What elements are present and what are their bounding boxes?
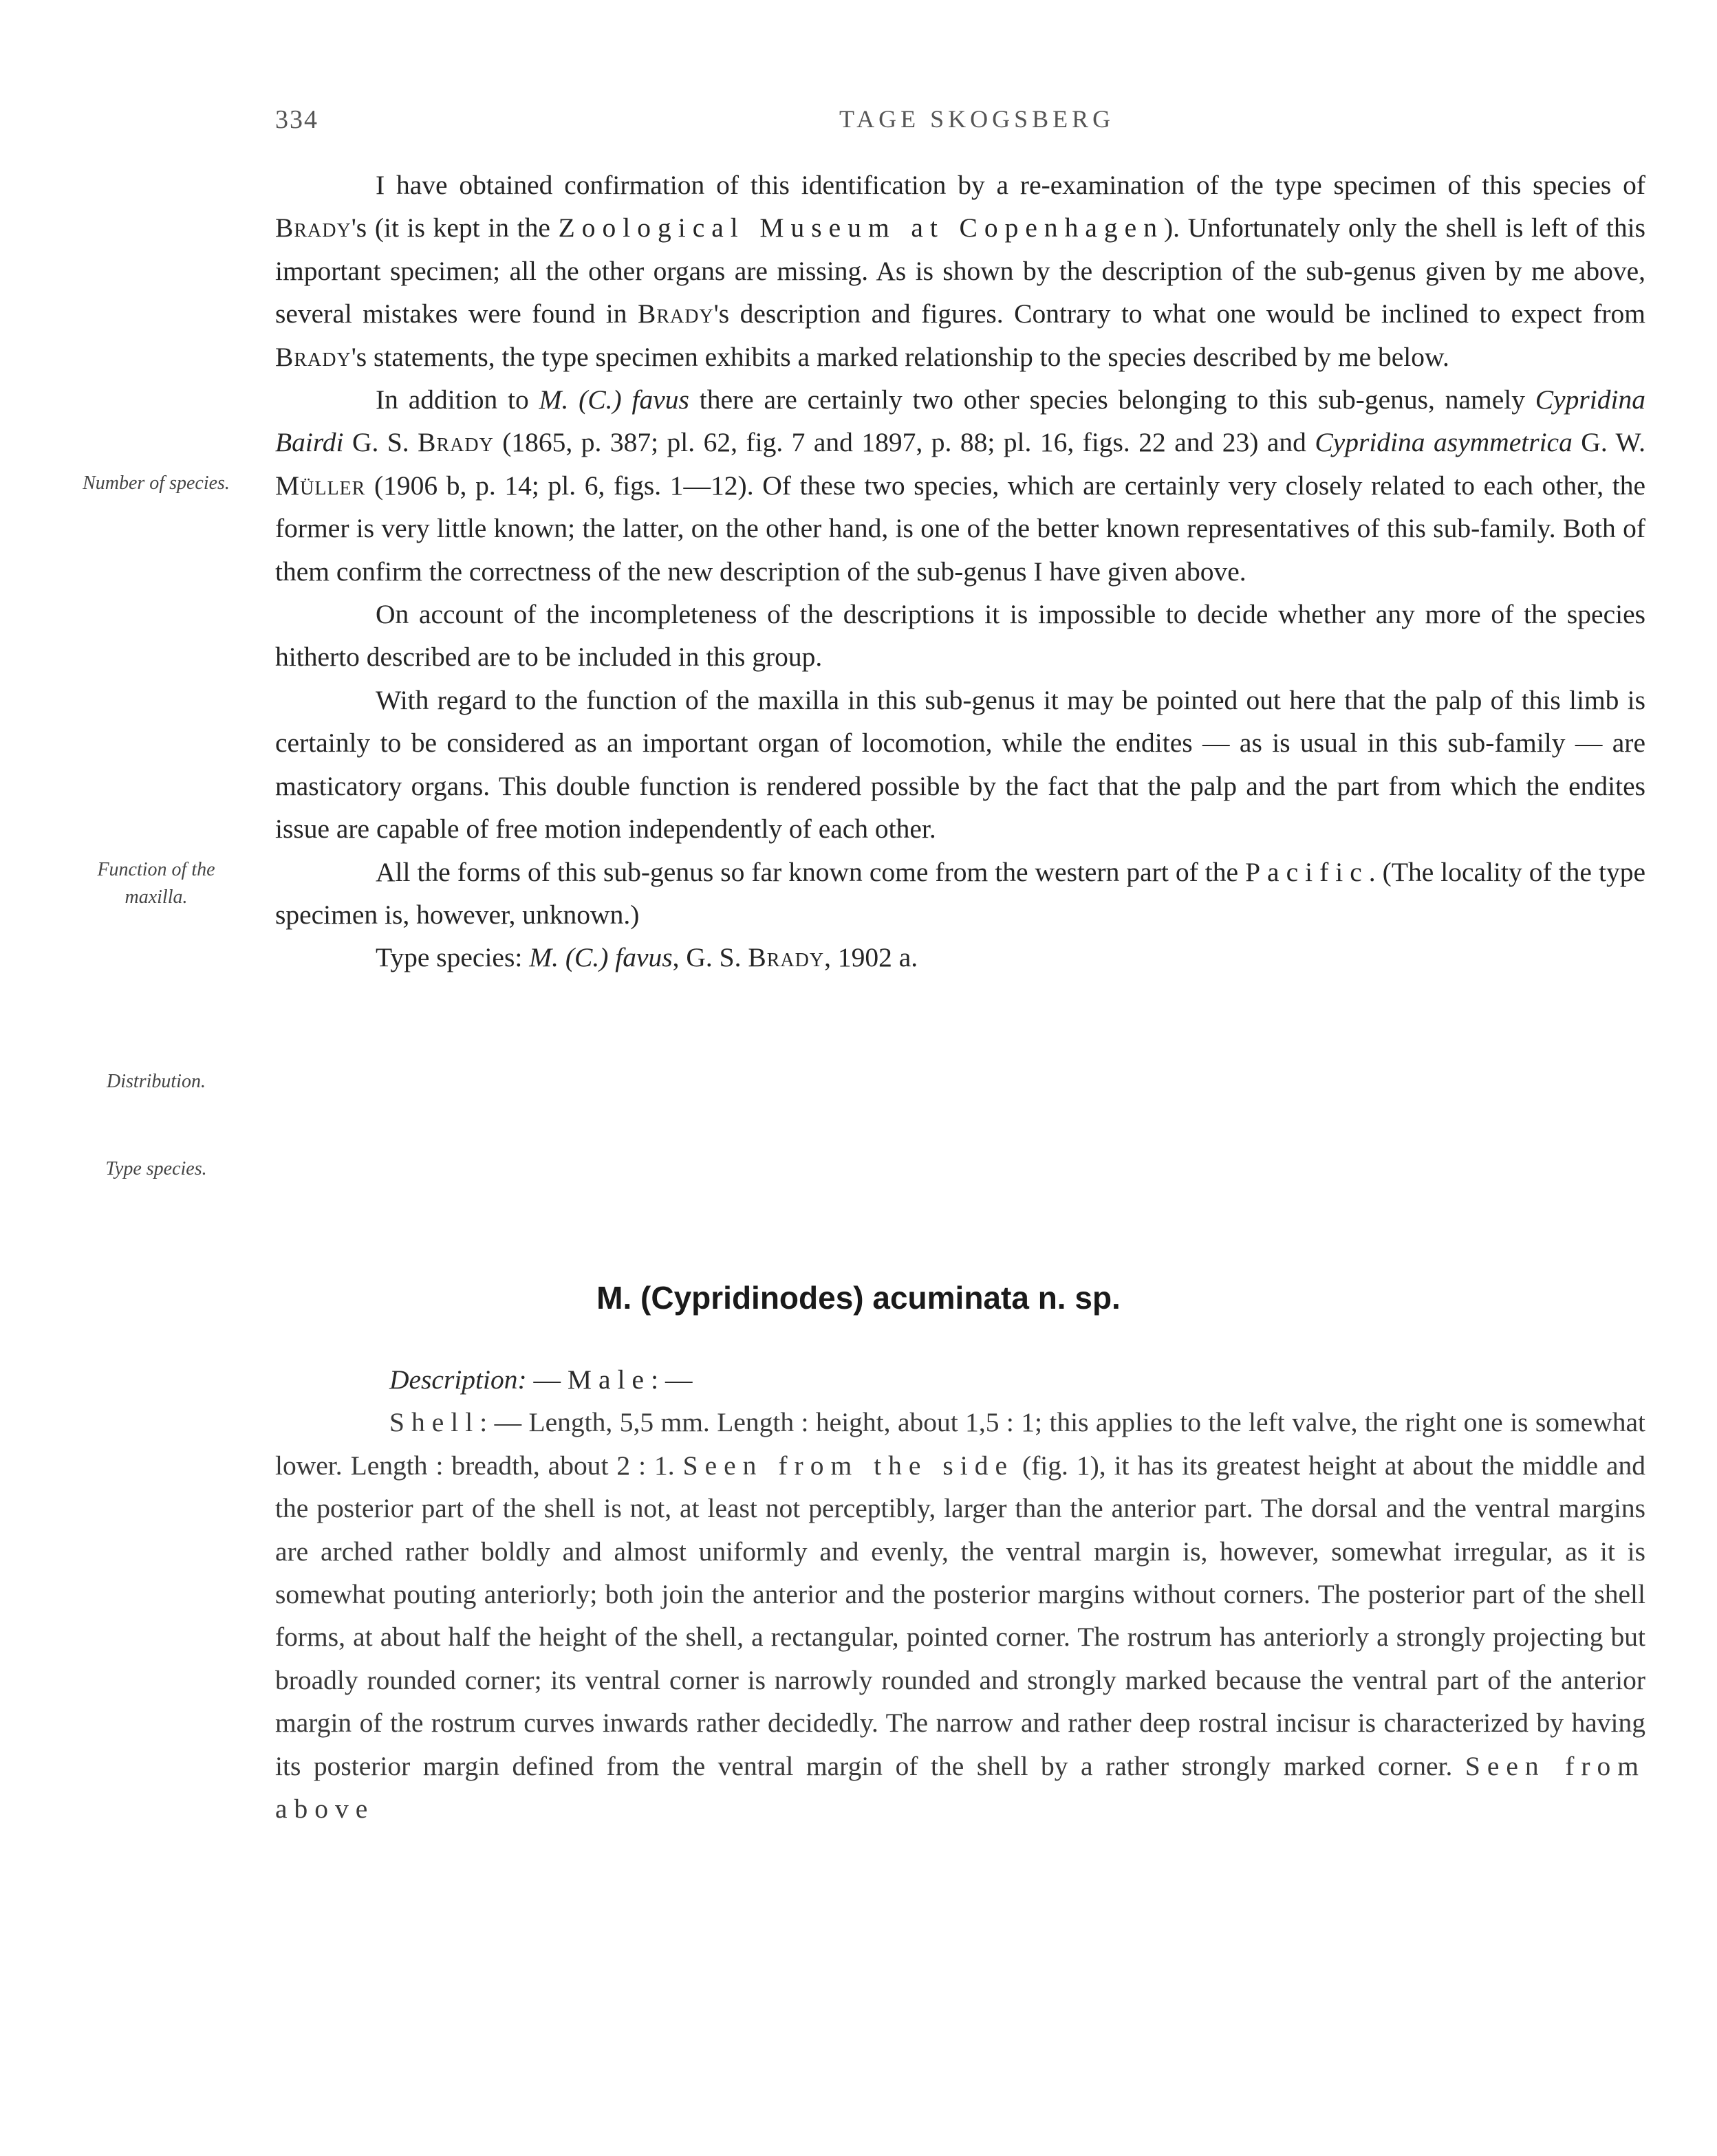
description-text <box>275 1358 1645 1830</box>
text-run: In addition to <box>376 384 539 415</box>
text-run: . (The locality of the type specimen is, however, unknown.) <box>275 856 1645 930</box>
species-name: M. (C.) favus <box>539 384 689 415</box>
species-name: M. (C.) favus <box>529 942 673 973</box>
paragraph-incompleteness: On account of the incompleteness of the descriptions it is impossible to decide whether any more of the species hitherto described are to be included in this group. <box>275 599 1645 673</box>
text-run: All the forms of this sub-genus so far known come from the western part of the <box>376 856 1246 887</box>
author-name: Brady <box>418 427 494 458</box>
description-label: Description: <box>389 1364 527 1395</box>
margin-note-line: maxilla. <box>125 886 188 908</box>
running-head: TAGE SKOGSBERG <box>839 105 1115 133</box>
species-name: Cypridina Bairdi <box>275 384 1645 458</box>
margin-note-distribution: Distribution. <box>107 1071 206 1092</box>
spaced-text: Pacific <box>1245 856 1369 887</box>
page-header <box>275 105 1651 146</box>
text-run: (fig. 1), it has its greatest height at about the middle and the posterior part of the shell is not, at least not perceptibly, larger than the anterior part. The dorsal and the ventral margins are arched rather boldly and almost uniformly and evenly, the ventral margin is, however, somewhat irregular, as it is somewhat pouting anteriorly; both join the anterior and the posterior margins without corners. The posterior part of the shell forms, at about half the height of the shell, a rectangular, pointed corner. The rostrum has anteriorly a strongly projecting but broadly rounded corner; its ventral corner is narrowly rounded and strongly marked because the ventral part of the anterior margin of the rostrum curves inwards rather decidedly. The narrow and rather deep rostral incisur is characterized by having its posterior margin defined from the ventral margin of the shell by a rather strongly marked corner. <box>275 1450 1646 1781</box>
spaced-text: Seen from the side <box>682 1450 1014 1481</box>
paragraph-number-of-species <box>275 378 1645 593</box>
text-run: there are certainly two other species belonging to this sub-genus, namely <box>689 384 1535 415</box>
text-run: I have obtained confirmation of this identification by a re-examination of the type specimen of this species of <box>376 170 1645 200</box>
paragraph-distribution <box>275 851 1645 937</box>
spaced-text: Seen from above <box>275 1750 1646 1825</box>
text-run: ). Unfortunately only the shell is left of this important specimen; all the other organs are missing. As is shown by the description of the sub-genus given by me above, several mistakes were found in <box>275 213 1645 329</box>
text-run: , G. S. <box>672 942 748 973</box>
margin-note-number-of-species: Number of species. <box>83 472 230 494</box>
text-run: 's description and figures. Contrary to what one would be inclined to expect from <box>713 298 1645 329</box>
text-run: 's (it is kept in the <box>351 213 559 243</box>
text-run: , 1902 a. <box>824 942 918 973</box>
paragraph-confirmation <box>275 164 1645 378</box>
paragraph-shell-description <box>275 1401 1645 1830</box>
text-run: (1865, p. 387; pl. 62, fig. 7 and 1897, p. 88; pl. 16, figs. 22 and 23) and <box>493 427 1315 458</box>
text-run: : — Length, 5,5 mm. Length : height, about 1,5 : 1; this applies to the left valve, the right one is somewhat lower. Length : breadth, about 2 : 1. <box>275 1407 1645 1481</box>
text-run: (1906 b, p. 14; pl. 6, figs. 1—12). Of these two species, which are certainly very closely related to each other, the former is very little known; the latter, on the other hand, is one of the better known representatives of this sub-family. Both of them confirm the correctness of the new description of the sub-genus I have given above. <box>275 470 1645 587</box>
page-number: 334 <box>275 105 318 134</box>
text-run: : — <box>651 1364 693 1395</box>
text-run: 's statements, the type specimen exhibits a marked relationship to the species described by me below. <box>351 341 1449 372</box>
margin-note-function-of-maxilla <box>43 856 270 911</box>
spaced-text: Zoological Museum at Copenhagen <box>558 213 1164 243</box>
text-run: Type species: <box>376 942 530 973</box>
description-heading <box>275 1358 1645 1401</box>
body-text <box>275 164 1645 979</box>
author-name: Brady <box>637 298 714 329</box>
paragraph-type-species <box>275 936 1645 979</box>
text-run: G. S. <box>343 427 418 458</box>
text-run: G. W. <box>1572 427 1645 458</box>
author-name: Brady <box>275 213 352 243</box>
spaced-text: Male <box>567 1364 651 1395</box>
section-title: M. (Cypridinodes) acuminata n. sp. <box>596 1280 1121 1316</box>
author-name: Brady <box>748 942 825 973</box>
text-run: — <box>526 1364 568 1395</box>
author-name: Müller <box>275 470 366 501</box>
margin-note-type-species: Type species. <box>105 1158 207 1179</box>
species-name: Cypridina asymmetrica <box>1315 427 1573 458</box>
margin-note-line: Function of the <box>97 859 215 880</box>
paragraph-maxilla-function: With regard to the function of the maxilla in this sub-genus it may be pointed out here that the palp of this limb is certainly to be considered as an important organ of locomotion, while the endites — as is usual in this sub-family — are masticatory organs. This double function is rendered possible by the fact that the palp and the part from which the endites issue are capable of free motion independently of each other. <box>275 684 1645 845</box>
spaced-text: Shell <box>389 1407 480 1438</box>
author-name: Brady <box>275 341 352 372</box>
